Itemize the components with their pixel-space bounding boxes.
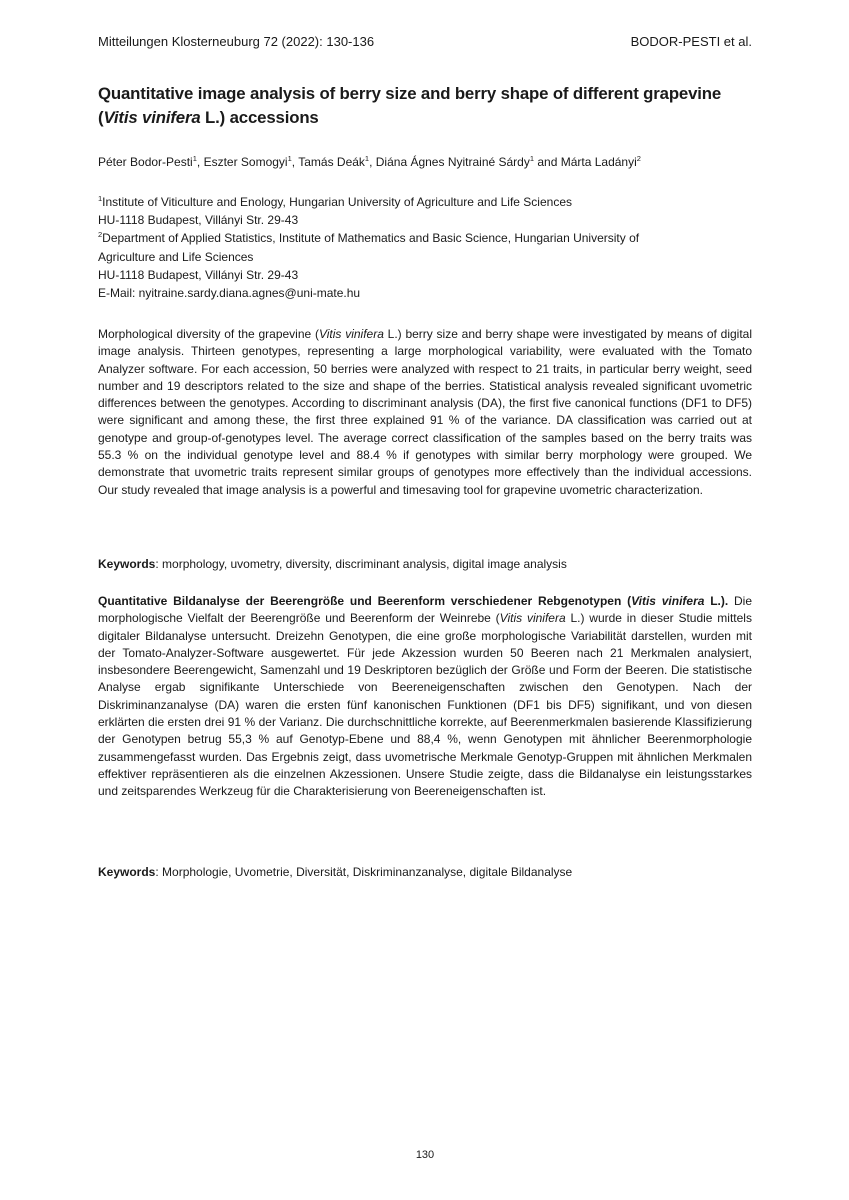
author-short: BODOR-PESTI et al. [630, 34, 752, 49]
author: Péter Bodor-Pesti$^1$, [98, 154, 204, 169]
german-title: Quantitative Bildanalyse der Beerengröße und Beerenform verschiedener Rebgenotypen (Vitis vinifera L.). [98, 594, 729, 608]
author: Tamás Deák$^1$, [298, 154, 376, 169]
affiliation-2-continued: Agriculture and Life Sciences [98, 249, 254, 264]
abstract-german: Quantitative Bildanalyse der Beerengröße und Beerenform verschiedener Rebgenotypen (Vitis vinifera L.). Die morphologische Vielfalt der Beerengröße und Beerenform der Weinrebe (Vitis vinifera L.) wurde in dieser Studie mittels digitaler Bildanalyse untersucht. Dreizehn Genotypen, die eine große morphologische Variabilität darstellen, wurden mit der Tomato-Analyzer-Software ausgewertet. Für jede Akzession wurden 50 Beeren nach 21 Merkmalen analysiert, insbesondere Beerengewicht, Samenzahl und 19 Deskriptoren bezüglich der Größe und Form der Beeren. Die statistische Analyse ergab signifikante Unterschiede von Beereneigenschaften zwischen den Genotypen. Nach der Diskriminanzanalyse (DA) waren die ersten fünf kanonischen Funktionen (DF1 bis DF5) signifikant, und von diesen erklärten die ersten drei 91 % der Varianz. Die durchschnittliche korrekte, auf Beerenmerkmalen basierende Klassifizierung der Genotypen betrug 55,3 % auf Genotyp-Ebene und 88,4 %, wenn Genotypen mit ähnlicher Beerenmorphologie zusammengefasst wurden. Das Ergebnis zeigt, dass uvometrische Merkmale Genotyp-Gruppen mit ähnlichen Merkmalen effektiver repräsentieren als die einzelnen Akzessionen. Unsere Studie zeigte, dass die Bildanalyse ein leistungsstarkes und zeitsparendes Werkzeug für die Charakterisierung von Beereneigenschaften ist. [98, 594, 753, 799]
affiliations [98, 193, 752, 302]
paper-title [98, 82, 752, 130]
journal-citation: Mitteilungen Klosterneuburg 72 (2022): 130-136 [98, 34, 375, 49]
keywords-german: Keywords: Morphologie, Uvometrie, Diversität, Diskriminanzanalyse, digitale Bildanalyse [98, 865, 573, 879]
title-text-2: L.) accessions [200, 108, 319, 127]
author: Márta Ladányi$^2$ [560, 154, 641, 169]
abstract-english: Morphological diversity of the grapevine (Vitis vinifera L.) berry size and berry shape were investigated by means of digital image analysis. Thirteen genotypes, representing a large morphological variability, were evaluated with the Tomato Analyzer software. For each accession, 50 berries were analyzed with respect to 21 traits, in particular berry weight, seed number and 19 descriptors related to the size and shape of the berries. Statistical analysis revealed significant uvometric differences between the genotypes. According to discriminant analysis (DA), the first five canonical functions (DF1 to DF5) were significant and among these, the first three explained 91 % of the variance. DA classification was carried out at genotype and group-of-genotypes level. The average correct classification of the samples based on the berry traits was 55.3 % on the individual genotype level and 88.4 % if genotypes with similar berry morphology were grouped. We demonstrate that uvometric traits represent similar groups of genotypes more effectively than the individual accessions. Our study revealed that image analysis is a powerful and timesaving tool for grapevine uvometric characterization. [98, 327, 752, 497]
page-number: 130 [415, 1149, 435, 1161]
title-text-1: Quantitative image analysis of berry size and berry shape of different grapevine ( [98, 84, 722, 127]
author: Diána Ágnes Nyitrainé Sárdy$^1$ and [375, 154, 561, 169]
running-header [98, 34, 752, 49]
contact-email: E-Mail: nyitraine.sardy.diana.agnes@uni-mate.hu [98, 286, 361, 301]
affiliation-2: $^2$Department of Applied Statistics, Institute of Mathematics and Basic Science, Hungarian University of [98, 230, 640, 246]
affiliation-1-address: HU-1118 Budapest, Villányi Str. 29-43 [98, 213, 299, 228]
author-list [98, 153, 752, 171]
title-species: Vitis vinifera [103, 108, 201, 127]
affiliation-2-address: HU-1118 Budapest, Villányi Str. 29-43 [98, 267, 299, 282]
keywords-english: Keywords: morphology, uvometry, diversity, discriminant analysis, digital image analysis [98, 557, 567, 571]
author: Eszter Somogyi$^1$, [203, 154, 299, 169]
affiliation-1: $^1$Institute of Viticulture and Enology, Hungarian University of Agriculture and Life Sciences [98, 194, 572, 209]
paper-page [98, 0, 752, 1200]
